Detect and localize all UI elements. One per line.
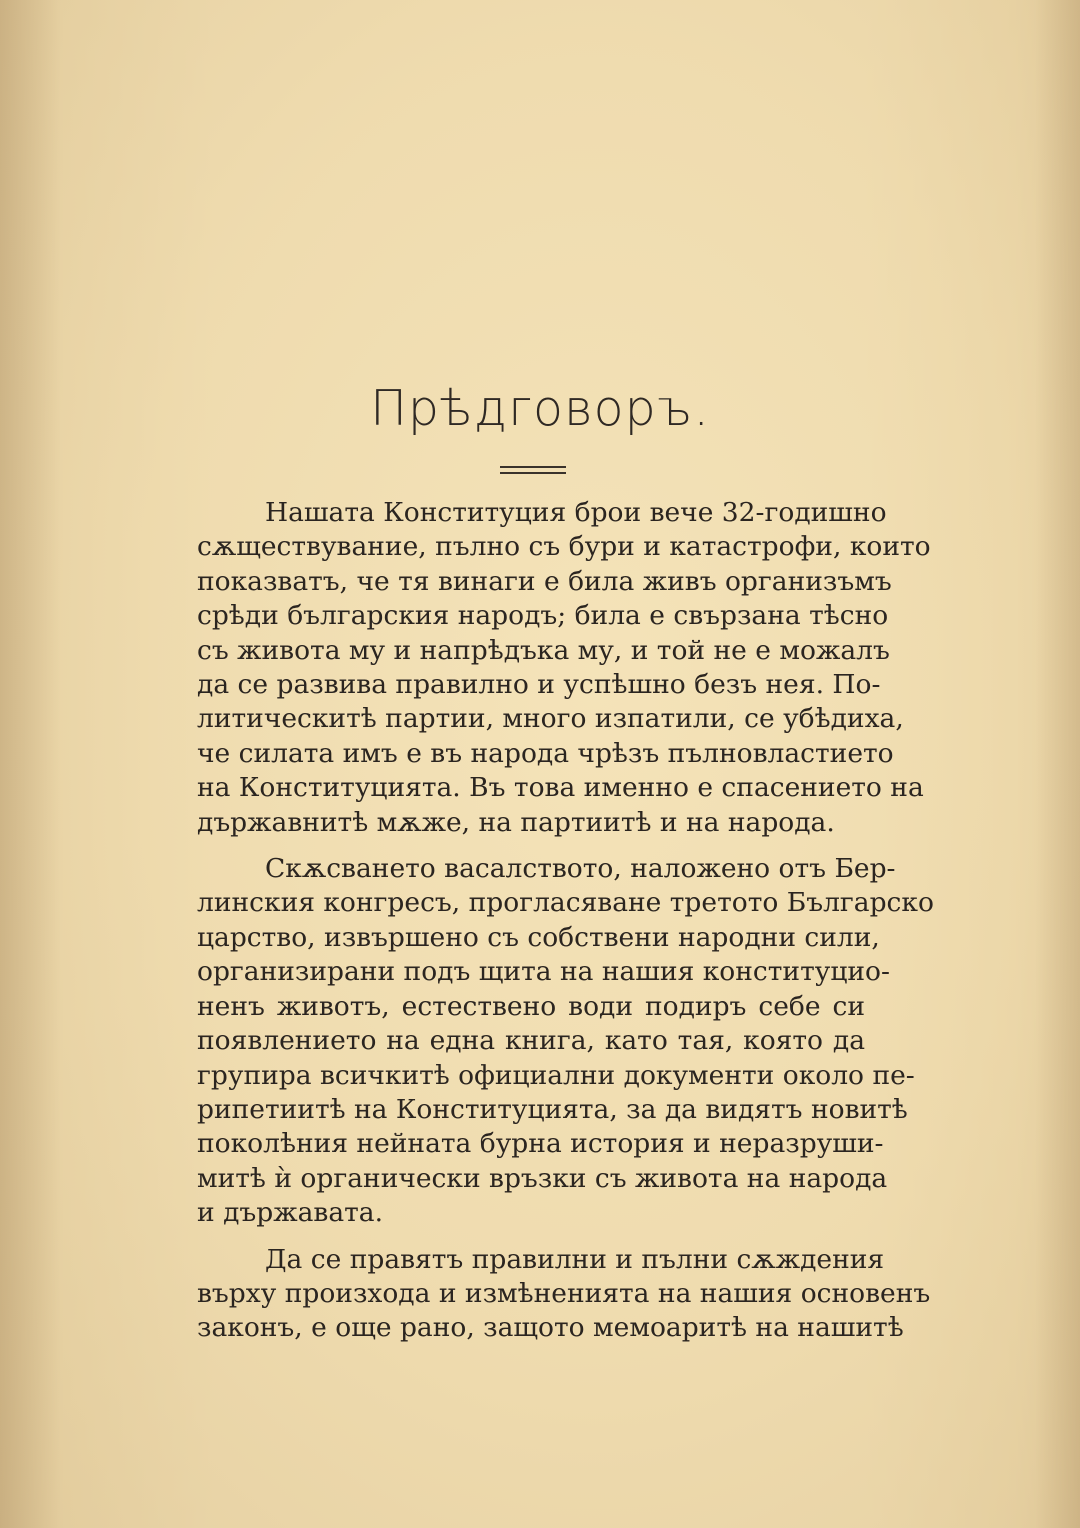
text-line: да се развива правилно и успѣшно безъ нея. По- — [197, 669, 881, 701]
text-line: и държавата. — [197, 1197, 384, 1229]
text-line: царство, извършено съ собствени народни сили, — [197, 921, 880, 953]
text-line: сѫществувание, пълно съ бури и катастрофи, които — [197, 531, 931, 563]
text-line: Да се правятъ правилни и пълни сѫждения — [265, 1243, 885, 1275]
text-line: групира всичкитѣ официални документи около пе- — [197, 1059, 915, 1091]
page-shadow-left — [0, 0, 60, 1528]
body-text — [197, 496, 934, 1346]
text-line: законъ, е още рано, защото мемоаритѣ на нашитѣ — [197, 1312, 904, 1344]
paragraph-2 — [197, 852, 934, 1230]
text-line: съ живота му и напрѣдъка му, и той не е можалъ — [197, 634, 890, 666]
text-line: срѣди българския народъ; била е свързана тѣсно — [197, 600, 889, 632]
text-line: върху произхода и измѣненията на нашия основенъ — [197, 1277, 931, 1309]
paragraph-3 — [197, 1243, 931, 1346]
page-title: Прѣдговоръ. — [370, 380, 710, 437]
text-line: литическитѣ партии, много изпатили, се убѣдиха, — [197, 703, 904, 735]
text-line: че силата имъ е въ народа чрѣзъ пълновластието — [197, 737, 894, 769]
text-line: линския конгресъ, прогласяване третото Българско — [197, 887, 934, 919]
text-line: Скѫсването васалството, наложено отъ Бер- — [265, 853, 896, 885]
text-line: ненъ животъ, естествено води подиръ себе си — [197, 990, 865, 1022]
text-line: държавнитѣ мѫже, на партиитѣ и на народа. — [197, 806, 835, 838]
text-line: рипетиитѣ на Конституцията, за да видятъ новитѣ — [197, 1093, 908, 1125]
text-line: поколѣния нейната бурна история и неразруши- — [197, 1128, 884, 1160]
text-line: появлението на една книга, като тая, която да — [197, 1025, 865, 1057]
paragraph-1 — [197, 496, 931, 840]
title-divider-top — [500, 466, 566, 468]
text-line: митѣ ѝ органически връзки съ живота на народа — [197, 1162, 888, 1194]
text-line: организирани подъ щита на нашия конституцио- — [197, 956, 890, 988]
text-line: на Конституцията. Въ това именно е спасението на — [197, 772, 924, 804]
page-shadow-right — [1035, 0, 1080, 1528]
text-line: показватъ, че тя винаги е била живъ организъмъ — [197, 565, 892, 597]
text-line: Нашата Конституция брои вече 32-годишно — [265, 497, 887, 528]
title-divider-bottom — [500, 472, 566, 474]
